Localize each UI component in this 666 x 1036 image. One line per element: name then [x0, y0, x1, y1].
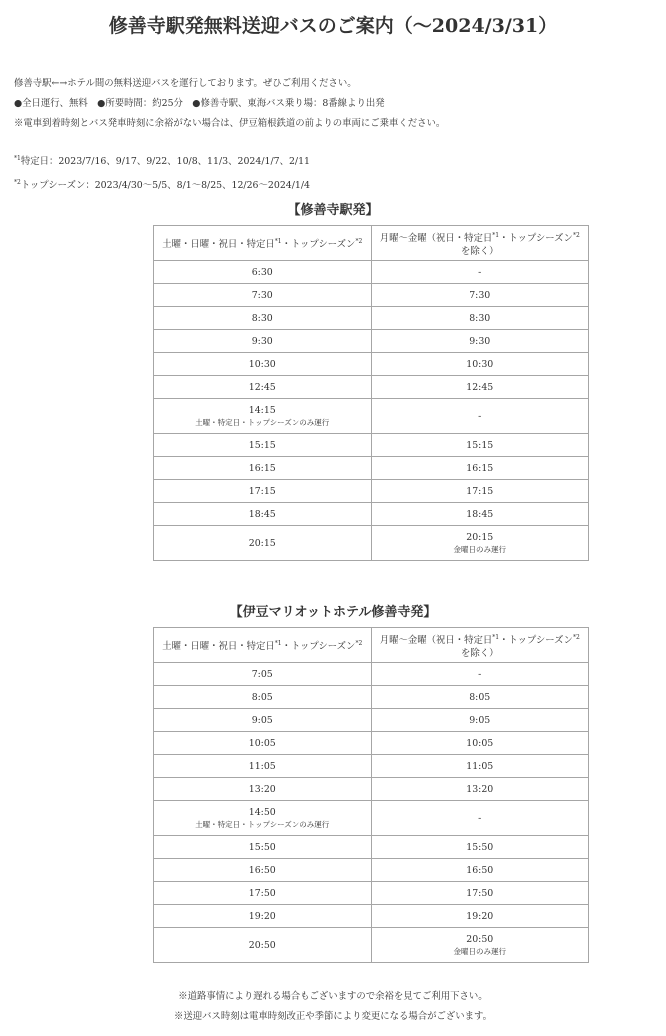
departure-time: - — [478, 668, 482, 680]
departure-time: 15:50 — [466, 841, 494, 853]
departure-time: 10:30 — [248, 358, 276, 370]
weekend-time-cell — [154, 330, 372, 353]
departure-note: 土曜・特定日・トップシーズンのみ運行 — [195, 418, 330, 427]
table-header-row — [154, 226, 589, 261]
table-row — [154, 755, 589, 778]
weekend-time-cell — [154, 353, 372, 376]
weekday-time-cell — [371, 686, 589, 709]
departure-time: 17:15 — [466, 485, 494, 497]
weekday-time-cell — [371, 434, 589, 457]
timetable-hotel — [153, 627, 589, 963]
departure-time: 9:05 — [251, 714, 273, 726]
table-row — [154, 434, 589, 457]
weekday-time-cell — [371, 836, 589, 859]
weekend-time-cell — [154, 307, 372, 330]
weekend-time-cell — [154, 801, 372, 836]
weekday-time-cell — [371, 755, 589, 778]
departure-time: 7:30 — [251, 289, 273, 301]
table-row — [154, 836, 589, 859]
weekend-time-cell — [154, 434, 372, 457]
weekend-time-cell — [154, 859, 372, 882]
departure-time: 14:15 — [248, 405, 276, 416]
weekday-time-cell — [371, 503, 589, 526]
table-row — [154, 353, 589, 376]
departure-time: 20:50 — [248, 939, 276, 951]
departure-time: 15:50 — [248, 841, 276, 853]
departure-time: 15:15 — [466, 439, 494, 451]
departure-note: 土曜・特定日・トップシーズンのみ運行 — [195, 820, 330, 829]
intro-text — [14, 74, 654, 134]
weekend-time-cell — [154, 399, 372, 434]
departure-time: 19:20 — [248, 910, 276, 922]
table-row — [154, 686, 589, 709]
departure-time: 7:30 — [469, 289, 491, 301]
departure-time: 13:20 — [466, 783, 494, 795]
departure-time: 17:50 — [466, 887, 494, 899]
weekend-time-cell — [154, 709, 372, 732]
weekend-time-cell — [154, 284, 372, 307]
weekday-time-cell — [371, 330, 589, 353]
weekend-time-cell — [154, 480, 372, 503]
weekday-time-cell — [371, 399, 589, 434]
departure-time: 10:05 — [248, 737, 276, 749]
departure-time: 9:05 — [469, 714, 491, 726]
weekday-time-cell — [371, 480, 589, 503]
departure-time: 14:50 — [248, 807, 276, 818]
weekend-time-cell — [154, 503, 372, 526]
departure-time: 7:05 — [251, 668, 273, 680]
departure-time: 18:45 — [466, 508, 494, 520]
departure-time: 18:45 — [248, 508, 276, 520]
departure-time: 15:15 — [248, 439, 276, 451]
departure-time: 16:15 — [248, 462, 276, 474]
departure-time: 20:15 — [466, 532, 494, 543]
departure-time: 11:05 — [248, 760, 276, 772]
weekday-time-cell — [371, 457, 589, 480]
departure-time: 16:15 — [466, 462, 494, 474]
table-row — [154, 663, 589, 686]
departure-time: 20:15 — [248, 537, 276, 549]
departure-time: 10:30 — [466, 358, 494, 370]
departure-time: 20:50 — [466, 934, 494, 945]
weekday-time-cell — [371, 928, 589, 963]
departure-time: - — [478, 410, 482, 422]
footer-notes — [0, 987, 666, 1027]
weekend-time-cell — [154, 905, 372, 928]
weekend-time-cell — [154, 686, 372, 709]
table-row — [154, 307, 589, 330]
table-row — [154, 503, 589, 526]
header-weekend: 土曜・日曜・祝日・特定日$^{*1}$・トップシーズン$^{*2}$ — [154, 628, 372, 663]
header-weekend: 土曜・日曜・祝日・特定日$^{*1}$・トップシーズン$^{*2}$ — [154, 226, 372, 261]
departure-note: 金曜日のみ運行 — [453, 947, 506, 956]
departure-time: 16:50 — [248, 864, 276, 876]
weekday-time-cell — [371, 801, 589, 836]
departure-time: - — [478, 266, 482, 278]
weekend-time-cell — [154, 778, 372, 801]
table-row — [154, 928, 589, 963]
weekend-time-cell — [154, 836, 372, 859]
table-row — [154, 859, 589, 882]
timetable-station — [153, 225, 589, 561]
weekday-time-cell — [371, 307, 589, 330]
weekend-time-cell — [154, 261, 372, 284]
section-title-hotel: 【伊豆マリオットホテル修善寺発】 — [229, 605, 437, 620]
intro-line: ※電車到着時刻とバス発車時刻に余裕がない場合は、伊豆箱根鉄道の前よりの車両にご乗車ください。 — [14, 118, 446, 129]
intro-line: 修善寺駅←→ホテル間の無料送迎バスを運行しております。ぜひご利用ください。 — [14, 78, 357, 89]
weekday-time-cell — [371, 882, 589, 905]
footer-line: ※道路事情により遅れる場合もございますので余裕を見てご利用下さい。 — [178, 991, 488, 1002]
table-header-row — [154, 628, 589, 663]
footer-line: ※送迎バス時刻は電車時刻改正や季節により変更になる場合がございます。 — [173, 1011, 492, 1022]
departure-time: 16:50 — [466, 864, 494, 876]
weekday-time-cell — [371, 376, 589, 399]
weekend-time-cell — [154, 928, 372, 963]
intro-line: ●全日運行、無料 ●所要時間：約25分 ●修善寺駅、東海バス乗り場：8番線より出発 — [14, 98, 385, 109]
weekday-time-cell — [371, 284, 589, 307]
table-row — [154, 801, 589, 836]
table-row — [154, 284, 589, 307]
weekday-time-cell — [371, 859, 589, 882]
notes — [14, 148, 310, 196]
weekday-time-cell — [371, 663, 589, 686]
departure-time: 10:05 — [466, 737, 494, 749]
note-top-season: $^{*2}$トップシーズン：2023/4/30〜5/5、8/1〜8/25、12/26〜2024/1/4 — [14, 179, 310, 191]
table-row — [154, 480, 589, 503]
weekday-time-cell — [371, 261, 589, 284]
weekday-time-cell — [371, 353, 589, 376]
departure-time: 6:30 — [251, 266, 273, 278]
weekend-time-cell — [154, 882, 372, 905]
header-weekday: 月曜〜金曜（祝日・特定日$^{*1}$・トップシーズン$^{*2}$を除く） — [371, 628, 589, 663]
table-row — [154, 709, 589, 732]
departure-time: 12:45 — [248, 381, 276, 393]
weekday-time-cell — [371, 709, 589, 732]
table-row — [154, 882, 589, 905]
departure-time: 19:20 — [466, 910, 494, 922]
departure-time: 9:30 — [469, 335, 491, 347]
departure-time: 11:05 — [466, 760, 494, 772]
table-row — [154, 261, 589, 284]
weekend-time-cell — [154, 457, 372, 480]
weekday-time-cell — [371, 526, 589, 561]
weekend-time-cell — [154, 732, 372, 755]
departure-time: 9:30 — [251, 335, 273, 347]
table-row — [154, 457, 589, 480]
weekday-time-cell — [371, 732, 589, 755]
note-special-days: $^{*1}$特定日：2023/7/16、9/17、9/22、10/8、11/3、2024/1/7、2/11 — [14, 155, 311, 167]
table-row — [154, 526, 589, 561]
section-title-station: 【修善寺駅発】 — [287, 203, 379, 218]
weekend-time-cell — [154, 376, 372, 399]
departure-time: 8:30 — [469, 312, 491, 324]
page-title: 修善寺駅発無料送迎バスのご案内（〜2024/3/31） — [108, 15, 558, 37]
weekend-time-cell — [154, 663, 372, 686]
departure-time: - — [478, 812, 482, 824]
table-row — [154, 399, 589, 434]
table-row — [154, 376, 589, 399]
departure-note: 金曜日のみ運行 — [453, 545, 506, 554]
table-row — [154, 732, 589, 755]
table-row — [154, 330, 589, 353]
weekday-time-cell — [371, 905, 589, 928]
table-row — [154, 778, 589, 801]
weekend-time-cell — [154, 526, 372, 561]
departure-time: 17:50 — [248, 887, 276, 899]
header-weekday: 月曜〜金曜（祝日・特定日$^{*1}$・トップシーズン$^{*2}$を除く） — [371, 226, 589, 261]
departure-time: 8:05 — [469, 691, 491, 703]
departure-time: 8:30 — [251, 312, 273, 324]
table-row — [154, 905, 589, 928]
departure-time: 17:15 — [248, 485, 276, 497]
departure-time: 8:05 — [251, 691, 273, 703]
weekend-time-cell — [154, 755, 372, 778]
weekday-time-cell — [371, 778, 589, 801]
departure-time: 12:45 — [466, 381, 494, 393]
departure-time: 13:20 — [248, 783, 276, 795]
